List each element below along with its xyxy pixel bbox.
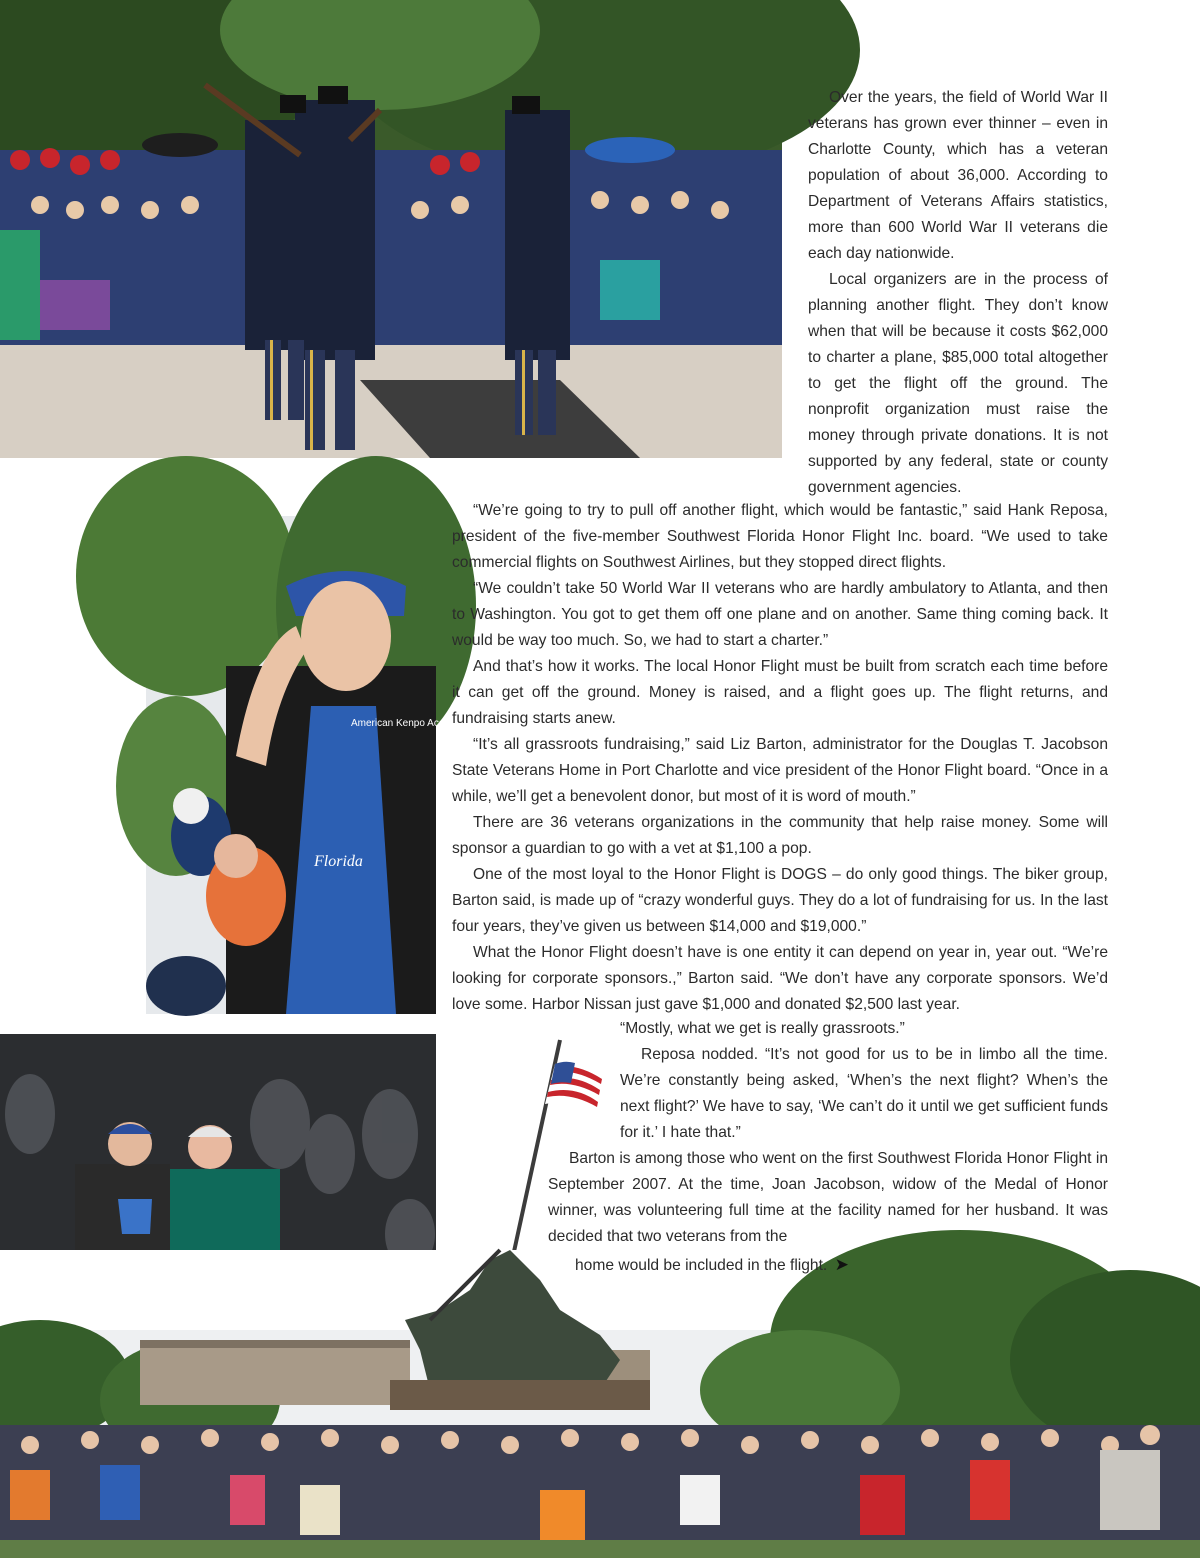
article-column-main [452,498,1108,1018]
paragraph: What the Honor Flight doesn’t have is one entity it can depend on year in, year out. “We’re looking for corporate sponsors.,” Barton said. “We don’t have any corporate sponsors. We’d love some. Harbor Nissan just gave $1,000 and donated $2,500 last year. [452,944,1108,1013]
jacket-lettering: American Kenpo Academy [351,718,469,729]
paragraph: There are 36 veterans organizations in the community that help raise money. Some will sponsor a guardian to go with a vet at $1,100 a pop. [452,814,1108,857]
paragraph: “We couldn’t take 50 World War II veterans who are hardly ambulatory to Atlanta, and then to Washington. You got to get them off one plane and on another. Same thing coming back. It would be way too much. So, we had to start a charter.” [452,580,1108,649]
paragraph: One of the most loyal to the Honor Flight is DOGS – do only good things. The biker group, Barton said, is made up of “crazy wonderful guys. They do a lot of fundraising for us. In the last four years, they’ve given us between $14,000 and $19,000.” [452,866,1108,935]
shirt-lettering: Florida [314,853,363,870]
paragraph: “Mostly, what we get is really grassroots.” [620,1020,905,1037]
end-arrow-icon: ➤ [834,1255,849,1274]
article-column-end [575,1252,1095,1279]
closing-text: home would be included in the flight. [575,1257,828,1274]
paragraph: Local organizers are in the process of planning another flight. They don’t know when that will be because it costs $62,000 to charter a plane, $85,000 total altogether to get the flight off the ground. The nonprofit organization must raise the money through private donations. It is not supported by any federal, state or county government agencies. [808,271,1108,496]
paragraph: And that’s how it works. The local Honor Flight must be built from scratch each time before it can get off the ground. Money is raised, and a flight goes up. The flight returns, and fundraising starts anew. [452,658,1108,727]
article-column-wrap-lower [548,1146,1108,1250]
paragraph: “We’re going to try to pull off another flight, which would be fantastic,” said Hank Reposa, president of the five-member Southwest Florida Honor Flight Inc. board. “We used to take commercial flights on Southwest Airlines, but they stopped direct flights. [452,502,1108,571]
saluting-veteran-photo [146,516,469,1014]
iwo-jima-memorial-group-photo [0,1250,1200,1558]
closing-line [575,1252,1095,1279]
veterans-at-memorial-wall-photo [0,1034,436,1283]
paragraph: “It’s all grassroots fundraising,” said Liz Barton, administrator for the Douglas T. Jacobson State Veterans Home in Port Charlotte and vice president of the Honor Flight board. “Once in a while, we’ll get a benevolent donor, but most of it is word of mouth.” [452,736,1108,805]
paragraph: Over the years, the field of World War II veterans has grown ever thinner – even in Charlotte County, which has a veteran population of about 36,000. According to Department of Veterans Affairs statistics, more than 600 World War II veterans die each day nationwide. [808,89,1108,262]
article-column-wrap-upper [620,1016,1108,1146]
paragraph: Barton is among those who went on the first Southwest Florida Honor Flight in September 2007. At the time, Joan Jacobson, widow of the Medal of Honor winner, was volunteering full time at the facility named for her husband. It was decided that two veterans from the [548,1150,1108,1245]
honor-guard-ceremony-photo [0,0,782,458]
article-column-right [808,85,1108,501]
paragraph: Reposa nodded. “It’s not good for us to be in limbo all the time. We’re constantly being asked, ‘When’s the next flight? When’s the next flight?’ We have to say, ‘We can’t do it until we get sufficient funds for it.’ I hate that.” [620,1046,1108,1141]
